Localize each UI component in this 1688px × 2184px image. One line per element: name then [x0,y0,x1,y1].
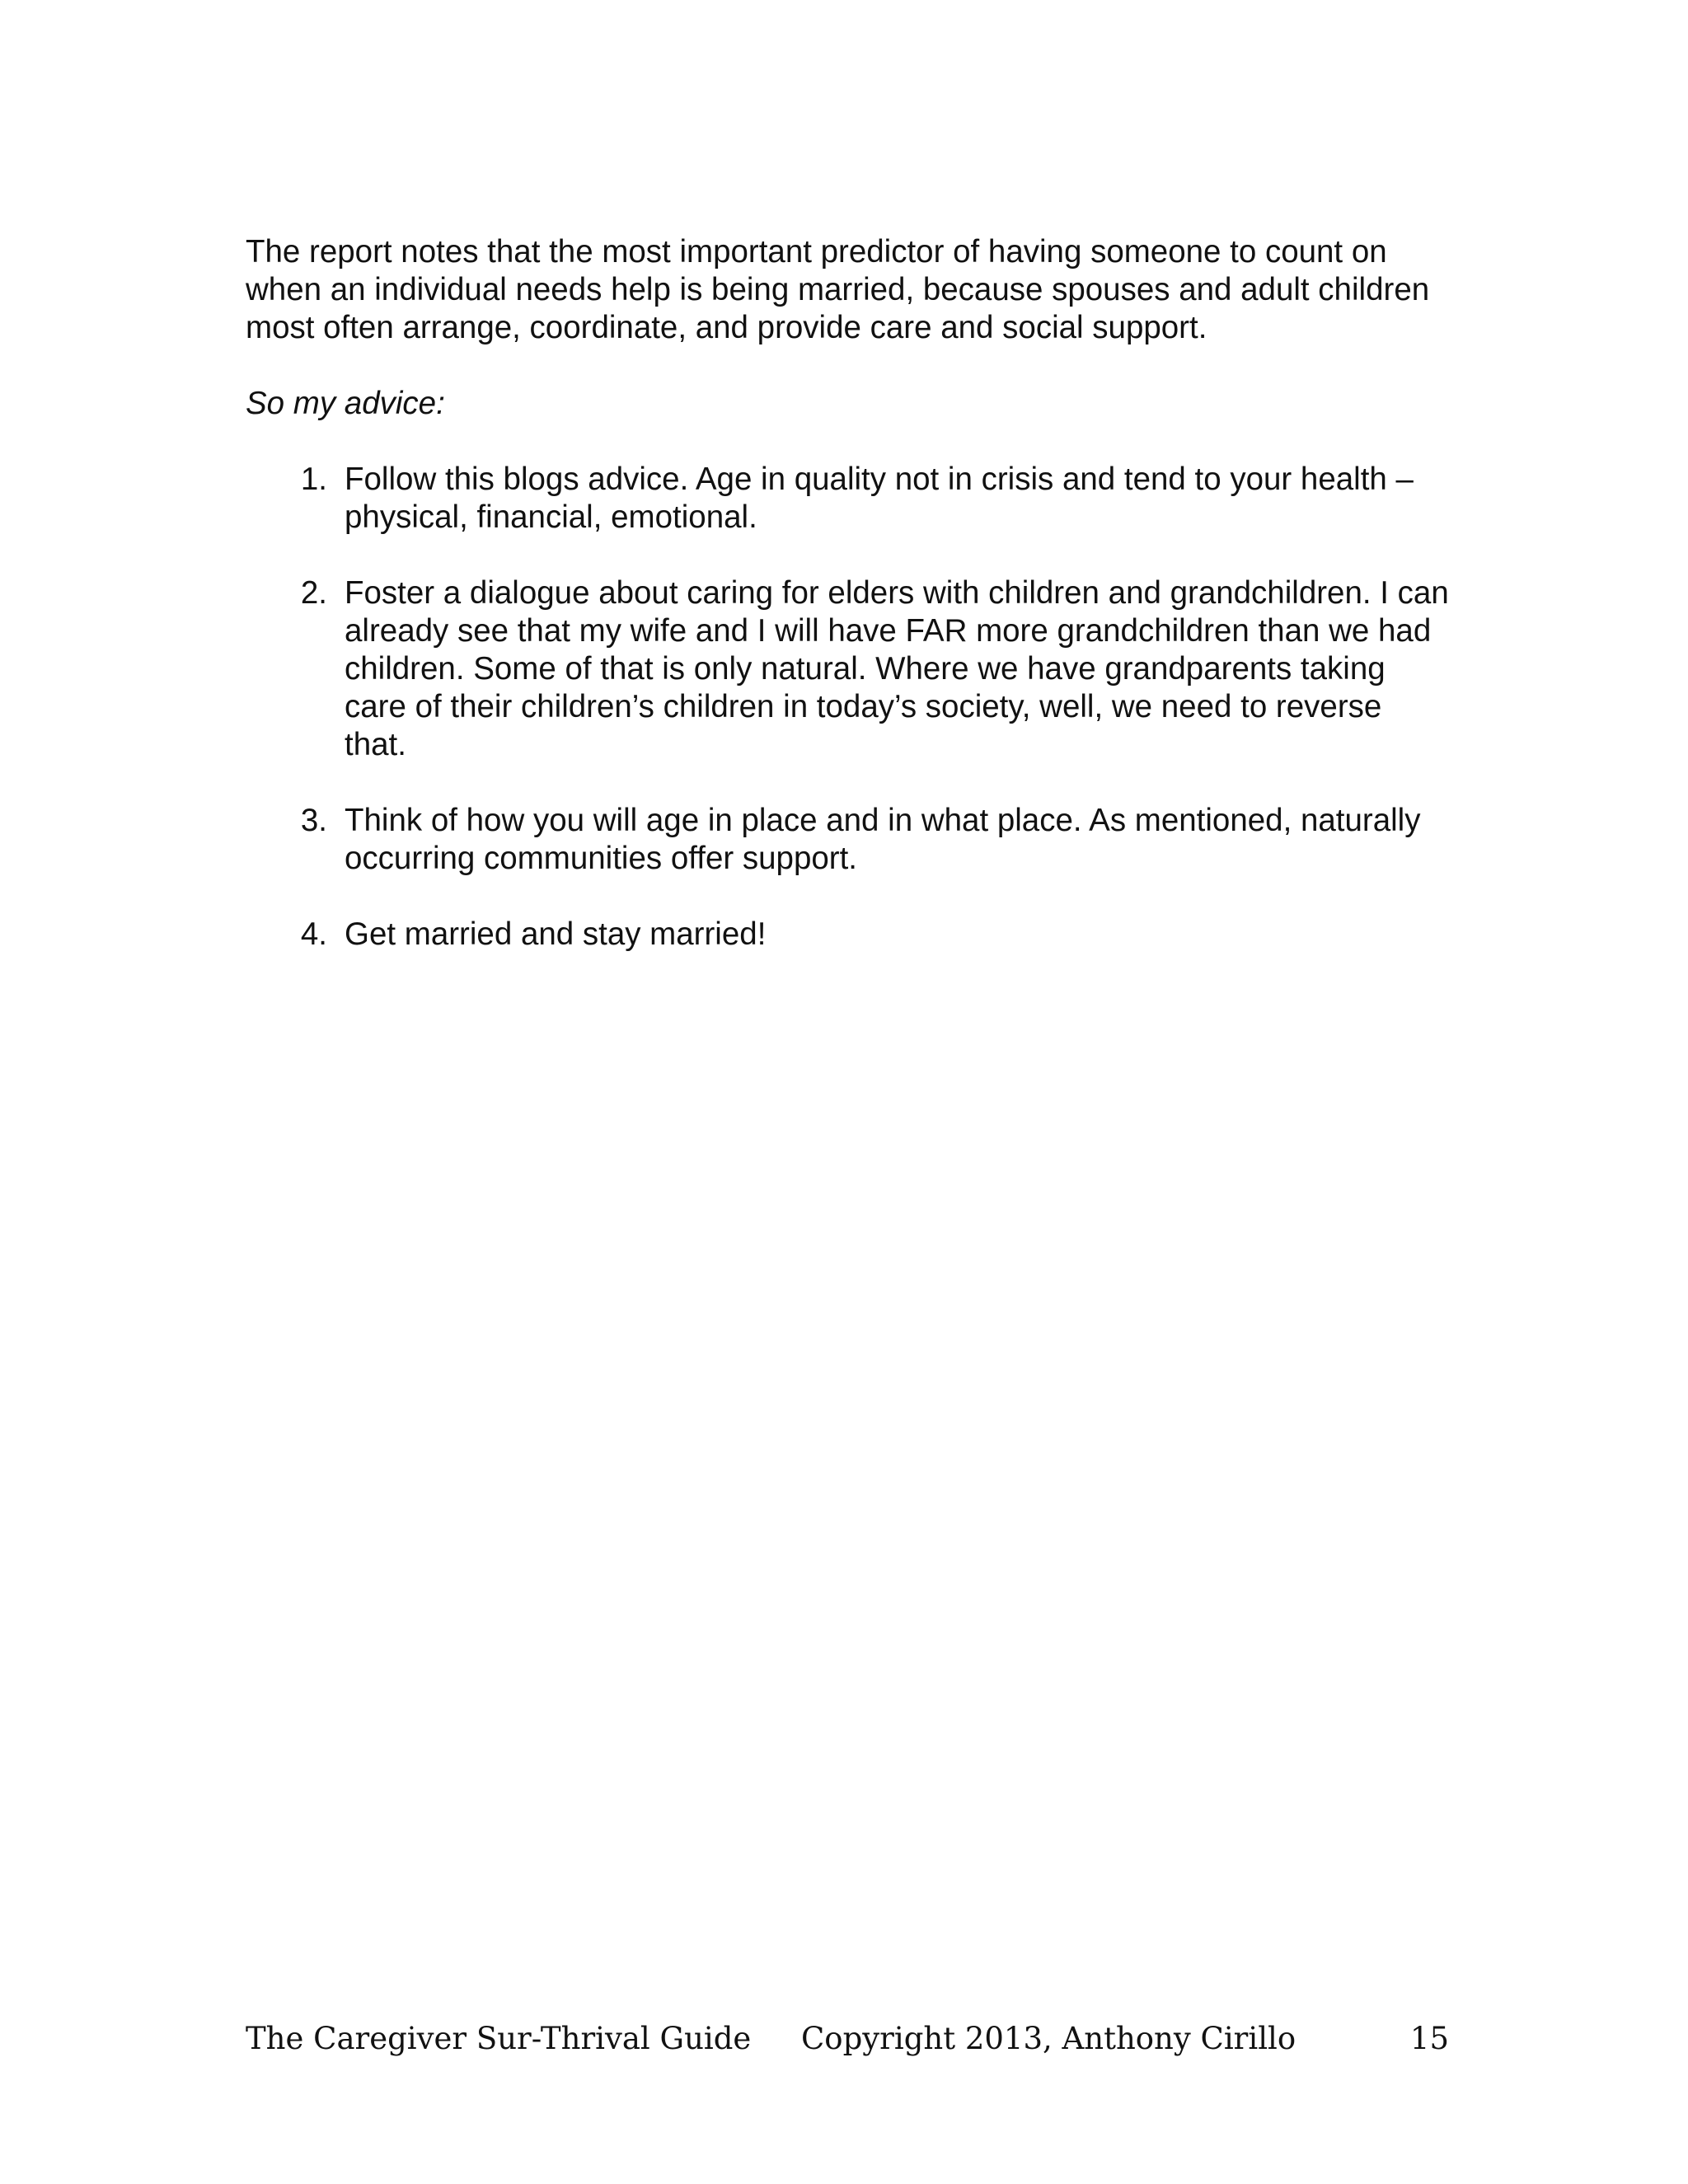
advice-item-4 [246,916,1449,954]
advice-item-number: 3. [300,803,327,838]
advice-item-text: Think of how you will age in place and in what place. As mentioned, naturally occurring communities offer support. [345,803,1421,876]
advice-item-number: 4. [300,916,327,952]
advice-item-3 [246,802,1449,878]
advice-list [246,461,1449,954]
advice-heading: So my advice: [246,386,445,421]
page-number: 15 [1409,2021,1449,2056]
advice-item-text: Foster a dialogue about caring for elders with children and grandchildren. I can already see that my wife and I will have FAR more grandchildren than we had children. Some of that is only natural. Where we have grandparents taking care of their children’s children in today’s society, well, we need to reverse that. [345,575,1449,762]
page-body [246,233,1449,954]
advice-item-number: 1. [300,462,327,497]
footer-book-title: The Caregiver Sur-Thrival Guide [246,2021,752,2056]
advice-item-number: 2. [300,575,327,611]
advice-item-text: Get married and stay married! [345,916,767,952]
intro-paragraph: The report notes that the most important predictor of having someone to count on when an individual needs help is being married, because spouses and adult children most often arrange, coordinate, and provide care and social support. [246,234,1430,345]
advice-item-1 [246,461,1449,537]
advice-item-2 [246,574,1449,764]
advice-item-text: Follow this blogs advice. Age in quality not in crisis and tend to your health – physical, financial, emotional. [345,462,1414,535]
footer-copyright: Copyright 2013, Anthony Cirillo [801,2021,1296,2056]
page-footer [246,2016,1449,2062]
